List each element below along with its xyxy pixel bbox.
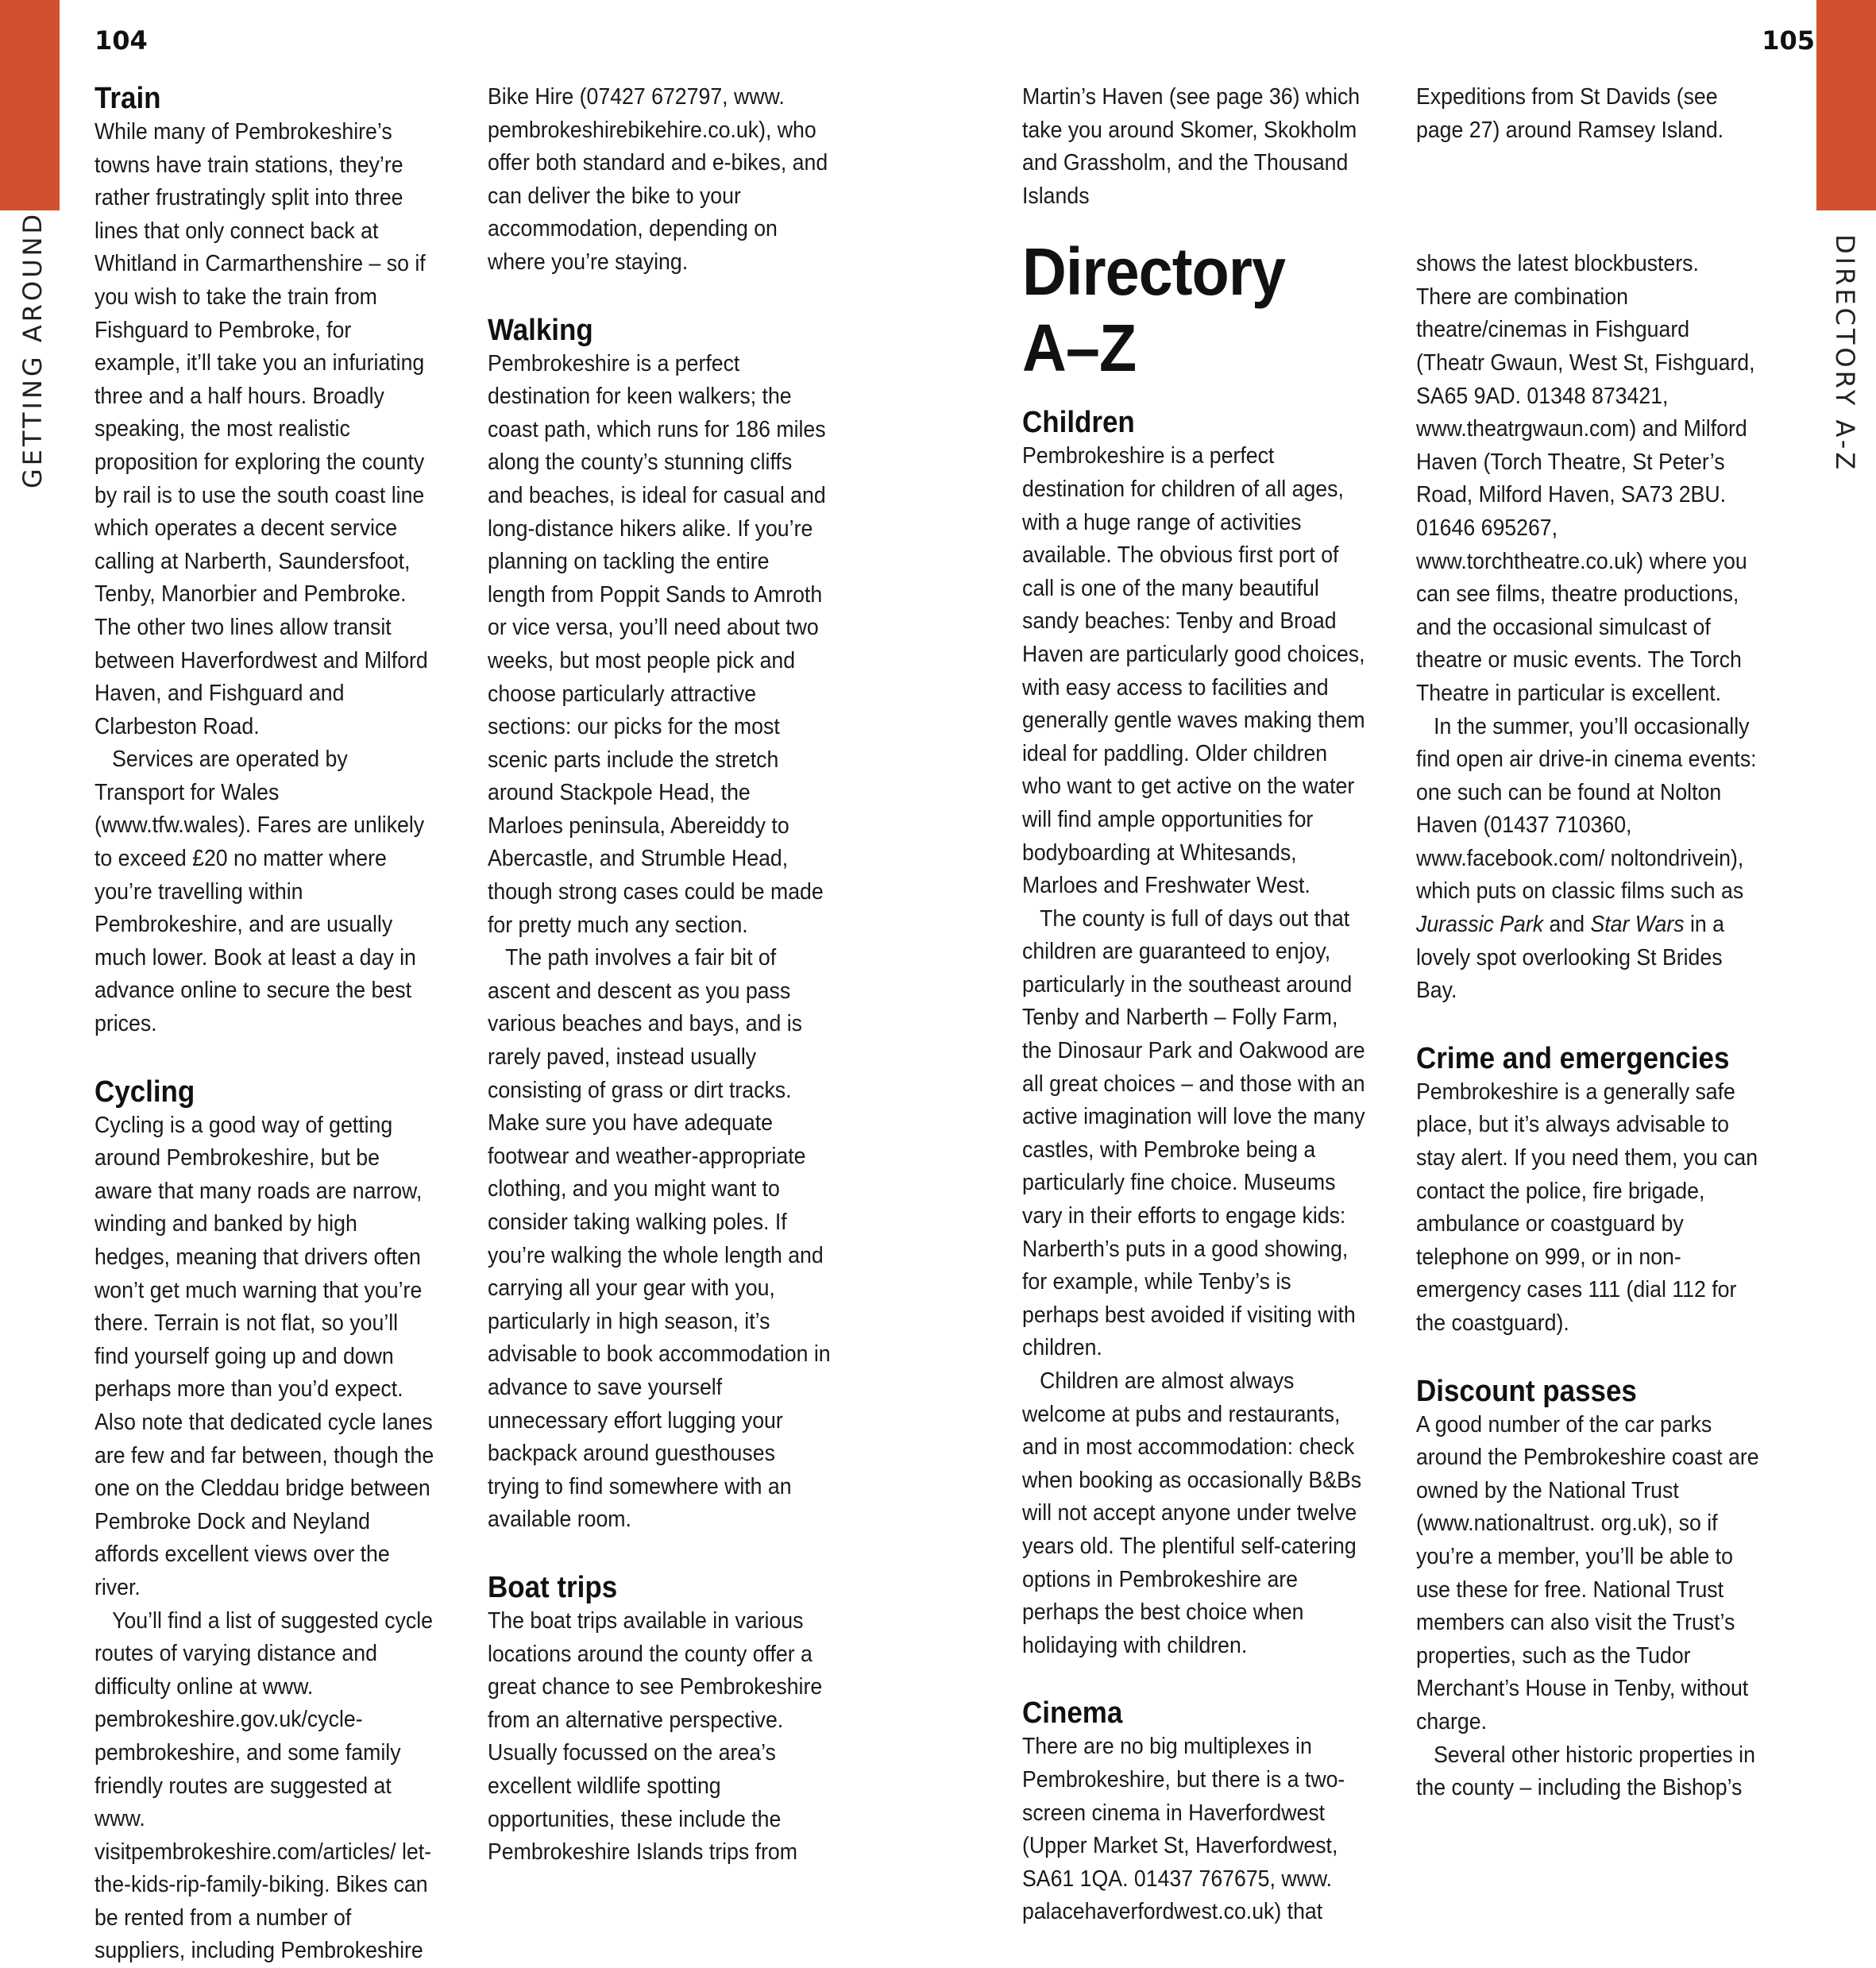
- heading-discount: Discount passes: [1416, 1374, 1637, 1408]
- paragraph: The boat trips available in various locations around the county offer a great chance to see Pembrokeshire from an alternative perspective. Usually focussed on the area’s excellent wildlife spotting opportunities, these include the Pembrokeshire Islands trips from: [488, 1607, 823, 1866]
- paragraph: Expeditions from St Davids (see page 27) around Ramsey Island.: [1416, 84, 1724, 143]
- paragraph: Pembrokeshire is a perfect destination for children of all ages, with a huge range of activities available. The obvious first port of call is one of the many beautiful sandy beaches: Tenby and Broad Haven are particularly good choices, with easy access to facilities and generally gentle waves making them ideal for paddling. Older children who want to get active on the water will find ample opportunities for bodyboarding at Whitesands, Marloes and Freshwater West.: [1022, 443, 1365, 899]
- side-tab-label-directory: DIRECTORY A-Z: [1830, 234, 1860, 473]
- paragraph: While many of Pembrokeshire’s towns have train stations, they’re rather frustratingly split into three lines that only connect back at Whitland in Carmarthenshire – so if you wish to take the train from Fishguard to Pembroke, for example, it’ll take you an infuriating three and a half hours. Broadly speaking, the most realistic proposition for exploring the county by rail is to use the south coast line which operates a decent service calling at Narberth, Saundersfoot, Tenby, Manorbier and Pembroke. The other two lines allow transit between Haverfordwest and Milford Haven, and Fishguard and Clarbeston Road.: [95, 119, 428, 739]
- paragraph: The county is full of days out that children are guaranteed to enjoy, particularly in the southeast around Tenby and Narberth – Folly Farm, the Dinosaur Park and Oakwood are all great choices – and those with an active imagination will love the many castles, with Pembroke being a particularly fine choice. Museums vary in their efforts to engage kids: Narberth’s puts in a good showing, for example, while Tenby’s is perhaps best avoided if visiting with children.: [1022, 905, 1365, 1361]
- heading-walking: Walking: [488, 313, 593, 347]
- left-accent-tab: [0, 0, 60, 210]
- side-tab-label-getting-around: GETTING AROUND: [17, 210, 48, 488]
- page-number-right: 105: [1762, 25, 1815, 56]
- section-title: Directory A–Z: [1022, 234, 1286, 386]
- paragraph: Several other historic properties in the county – including the Bishop’s: [1416, 1742, 1755, 1801]
- paragraph: There are no big multiplexes in Pembrokeshire, but there is a two-screen cinema in Haverfordwest (Upper Market St, Haverfordwest, SA61 1QA. 01437 767675, www. palacehaverfordwest.co.uk) that: [1022, 1734, 1345, 1925]
- text-run: and: [1543, 912, 1591, 938]
- heading-cycling: Cycling: [95, 1075, 195, 1109]
- paragraph: shows the latest blockbusters. There are combination theatre/cinemas in Fishguard (Theatr Gwaun, West St, Fishguard, SA65 9AD. 01348 873421, www.theatrgwaun.com) and Milford Haven (Torch Theatre, St Peter’s Road, Milford Haven, SA73 2BU. 01646 695267, www.torchtheatre.co.uk) where you can see films, theatre productions, and the occasional simulcast of theatre or music events. The Torch Theatre in particular is excellent.: [1416, 251, 1755, 706]
- heading-boat-trips: Boat trips: [488, 1570, 618, 1604]
- paragraph: Bike Hire (07427 672797, www. pembrokeshirebikehire.co.uk), who offer both standard and e-bikes, and can deliver the bike to your accommodation, depending on where you’re staying.: [488, 84, 828, 275]
- column-4: [1416, 81, 1759, 1805]
- paragraph: The path involves a fair bit of ascent and descent as you pass various beaches and bays, and is rarely paved, instead usually consisting of grass or dirt tracks. Make sure you have adequate footwear and weather-appropriate clothing, and you might want to consider taking walking poles. If you’re walking the whole length and carrying all your gear with you, particularly in high season, it’s advisable to book accommodation in advance to save yourself unnecessary effort lugging your backpack around guesthouses trying to find somewhere with an available room.: [488, 945, 831, 1533]
- paragraph: Pembrokeshire is a perfect destination for keen walkers; the coast path, which runs for 186 miles along the county’s stunning cliffs and beaches, is ideal for casual and long-distance hikers alike. If you’re planning on tackling the entire length from Poppit Sands to Amroth or vice versa, you’ll need about two weeks, but most people pick and choose particularly attractive sections: our picks for the most scenic parts include the stretch around Stackpole Head, the Marloes peninsula, Abereiddy to Abercastle, and Strumble Head, though strong cases could be made for pretty much any section.: [488, 350, 826, 938]
- heading-cinema: Cinema: [1022, 1696, 1123, 1731]
- page-number-left: 104: [95, 25, 148, 56]
- text-run: In the summer, you’ll occasionally find open air drive-in cinema events: one such can be found at Nolton Haven (01437 710360, www.facebook.com/ noltondrivein), which puts on classic films such as: [1416, 713, 1757, 905]
- paragraph: Children are almost always welcome at pubs and restaurants, and in most accommodation: check when booking as occasionally B&Bs will not accept anyone under twelve years old. The plentiful self-catering options in Pembrokeshire are perhaps the best choice when holidaying with children.: [1022, 1368, 1362, 1658]
- paragraph: Services are operated by Transport for Wales (www.tfw.wales). Fares are unlikely to exceed £20 no matter where you’re travelling within Pembrokeshire, and are usually much lower. Book at least a day in advance online to secure the best prices.: [95, 747, 425, 1037]
- film-title: Jurassic Park: [1416, 912, 1544, 938]
- heading-children: Children: [1022, 406, 1135, 440]
- text-run: in a lovely spot overlooking St Brides Bay.: [1416, 912, 1725, 1004]
- paragraph: You’ll find a list of suggested cycle routes of varying distance and difficulty online at www. pembrokeshire.gov.uk/cycle-pembrokeshire, and some family friendly routes are suggested at www. visitpembrokeshire.com/articles/ let-the-kids-rip-family-biking. Bikes can be rented from a number of suppliers, including Pembrokeshire: [95, 1607, 433, 1964]
- paragraph: Pembrokeshire is a generally safe place, but it’s always advisable to stay alert. If you need them, you can contact the police, fire brigade, ambulance or coastguard by telephone on 999, or in non-emergency cases 111 (dial 112 for the coastguard).: [1416, 1079, 1758, 1336]
- heading-crime: Crime and emergencies: [1416, 1041, 1730, 1075]
- paragraph: Martin’s Haven (see page 36) which take you around Skomer, Skokholm and Grassholm, and the Thousand Islands: [1022, 84, 1361, 209]
- column-2: [488, 81, 831, 1870]
- paragraph: Cycling is a good way of getting around Pembrokeshire, but be aware that many roads are narrow, winding and banked by high hedges, meaning that drivers often won’t get much warning that you’re there. Terrain is not flat, so you’ll find yourself going up and down perhaps more than you’d expect. Also note that dedicated cycle lanes are few and far between, though the one on the Cleddau bridge between Pembroke Dock and Neyland affords excellent views over the river.: [95, 1112, 434, 1600]
- paragraph: A good number of the car parks around the Pembrokeshire coast are owned by the National Trust (www.nationaltrust. org.uk), so if you’re a member, you’ll be able to use these for free. National Trust members can also visit the Trust’s properties, such as the Tudor Merchant’s House in Tenby, without charge.: [1416, 1411, 1759, 1735]
- right-accent-tab: [1816, 0, 1876, 210]
- film-title: Star Wars: [1590, 912, 1685, 938]
- heading-train: Train: [95, 82, 161, 115]
- column-1: [95, 81, 438, 1968]
- column-3: [1022, 81, 1365, 1929]
- paragraph: [1416, 711, 1759, 1008]
